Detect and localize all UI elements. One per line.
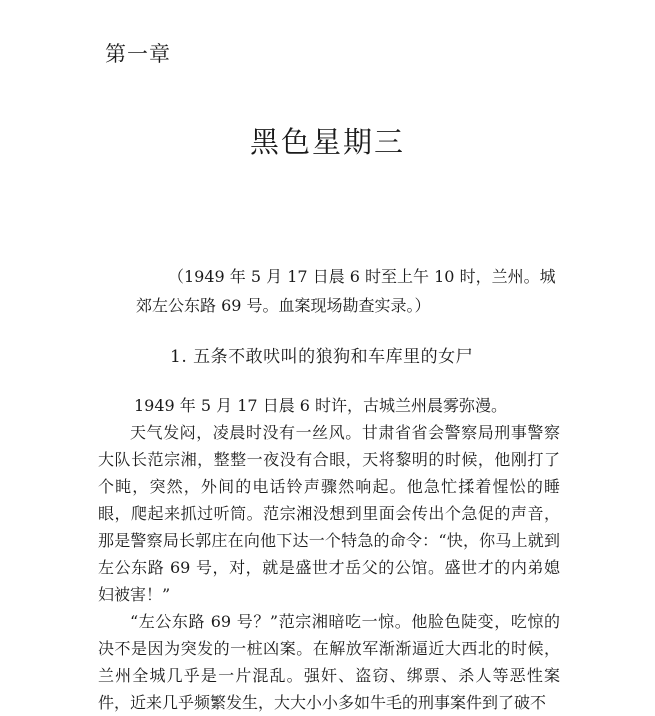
paragraph: “左公东路 69 号？”范宗湘暗吃一惊。他脸色陡变，吃惊的决不是因为突发的一桩凶案。在解放军渐渐逼近大西北的时候，兰州全城几乎是一片混乱。强奸、盗窃、绑票、杀人等恶性案件，近来几乎频繁发生，大大小小多如牛毛的刑事案件到了破不 <box>98 612 560 712</box>
chapter-label: 第一章 <box>105 42 171 66</box>
paragraph: 天气发闷，凌晨时没有一丝风。甘肃省省会警察局刑事警察大队长范宗湘，整整一夜没有合眼，天将黎明的时候，他刚打了个盹，突然，外间的电话铃声骤然响起。他急忙揉着惺忪的睡眼，爬起来抓过听筒。范宗湘没想到里面会传出个急促的声音，那是警察局长郭庄在向他下达一个特急的命令：“快，你马上就到左公东路 69 号，对，就是盛世才岳父的公馆。盛世才的内弟媳妇被害！” <box>98 423 560 604</box>
body-text <box>98 392 560 716</box>
paragraph: 1949 年 5 月 17 日晨 6 时许，古城兰州晨雾弥漫。 <box>134 396 508 415</box>
scene-note: （1949 年 5 月 17 日晨 6 时至上午 10 时，兰州。城郊左公东路 69 号。血案现场勘查实录。） <box>136 267 556 315</box>
section-heading: 1. 五条不敢吠叫的狼狗和车库里的女尸 <box>170 347 474 367</box>
chapter-title: 黑色星期三 <box>249 125 405 159</box>
